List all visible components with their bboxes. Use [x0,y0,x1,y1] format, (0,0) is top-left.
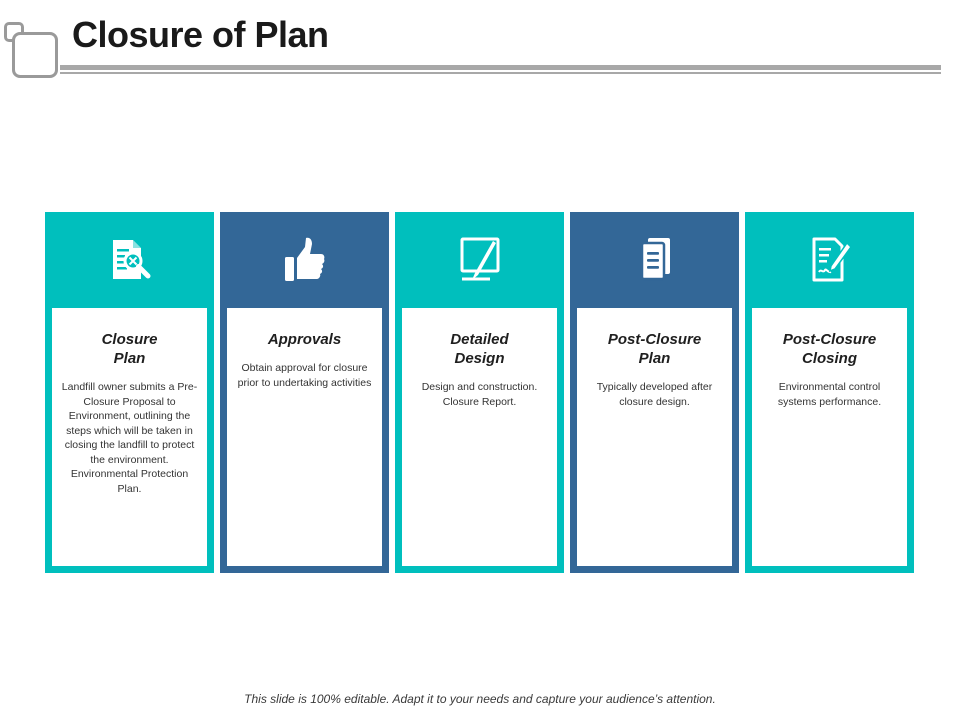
card-panel [227,308,382,566]
card-heading: Closure Plan [101,331,158,367]
card-heading: Approvals [267,331,342,348]
card-description: Obtain approval for closure prior to undertaking activities [237,362,372,389]
footer-note: This slide is 100% editable. Adapt it to your needs and capture your audience’s attention. [244,692,716,706]
card-description: Typically developed after closure design. [596,381,713,408]
card-approvals [220,212,389,573]
card-panel [52,308,207,566]
card-description: Landfill owner submits a Pre-Closure Proposal to Environment, outlining the steps which will be taken in closing the landfill to protect the environment. Environmental Protection Plan. [61,381,198,495]
document-search-icon [107,237,153,283]
card-heading: Post-Closure Closing [782,331,877,367]
page-title: Closure of Plan [72,14,329,55]
card-panel [402,308,557,566]
card-description: Design and construction. Closure Report. [421,381,538,408]
card-description: Environmental control systems performance. [777,381,882,408]
title-divider-thin [60,72,941,74]
card-icon-area [745,212,914,308]
documents-icon [632,235,678,285]
card-post-closure-closing [745,212,914,573]
card-heading: Detailed Design [450,331,509,367]
card-icon-area [570,212,739,308]
card-icon-area [395,212,564,308]
card-heading: Post-Closure Plan [607,331,702,367]
card-icon-area [45,212,214,308]
title-divider-thick [60,65,941,70]
card-closure-plan [45,212,214,573]
thumbs-up-icon [282,235,328,285]
decorative-square-large [12,32,58,78]
card-icon-area [220,212,389,308]
card-post-closure-plan [570,212,739,573]
design-board-icon [457,235,503,285]
card-panel [752,308,907,566]
document-pen-icon [807,235,853,285]
card-detailed-design [395,212,564,573]
card-panel [577,308,732,566]
